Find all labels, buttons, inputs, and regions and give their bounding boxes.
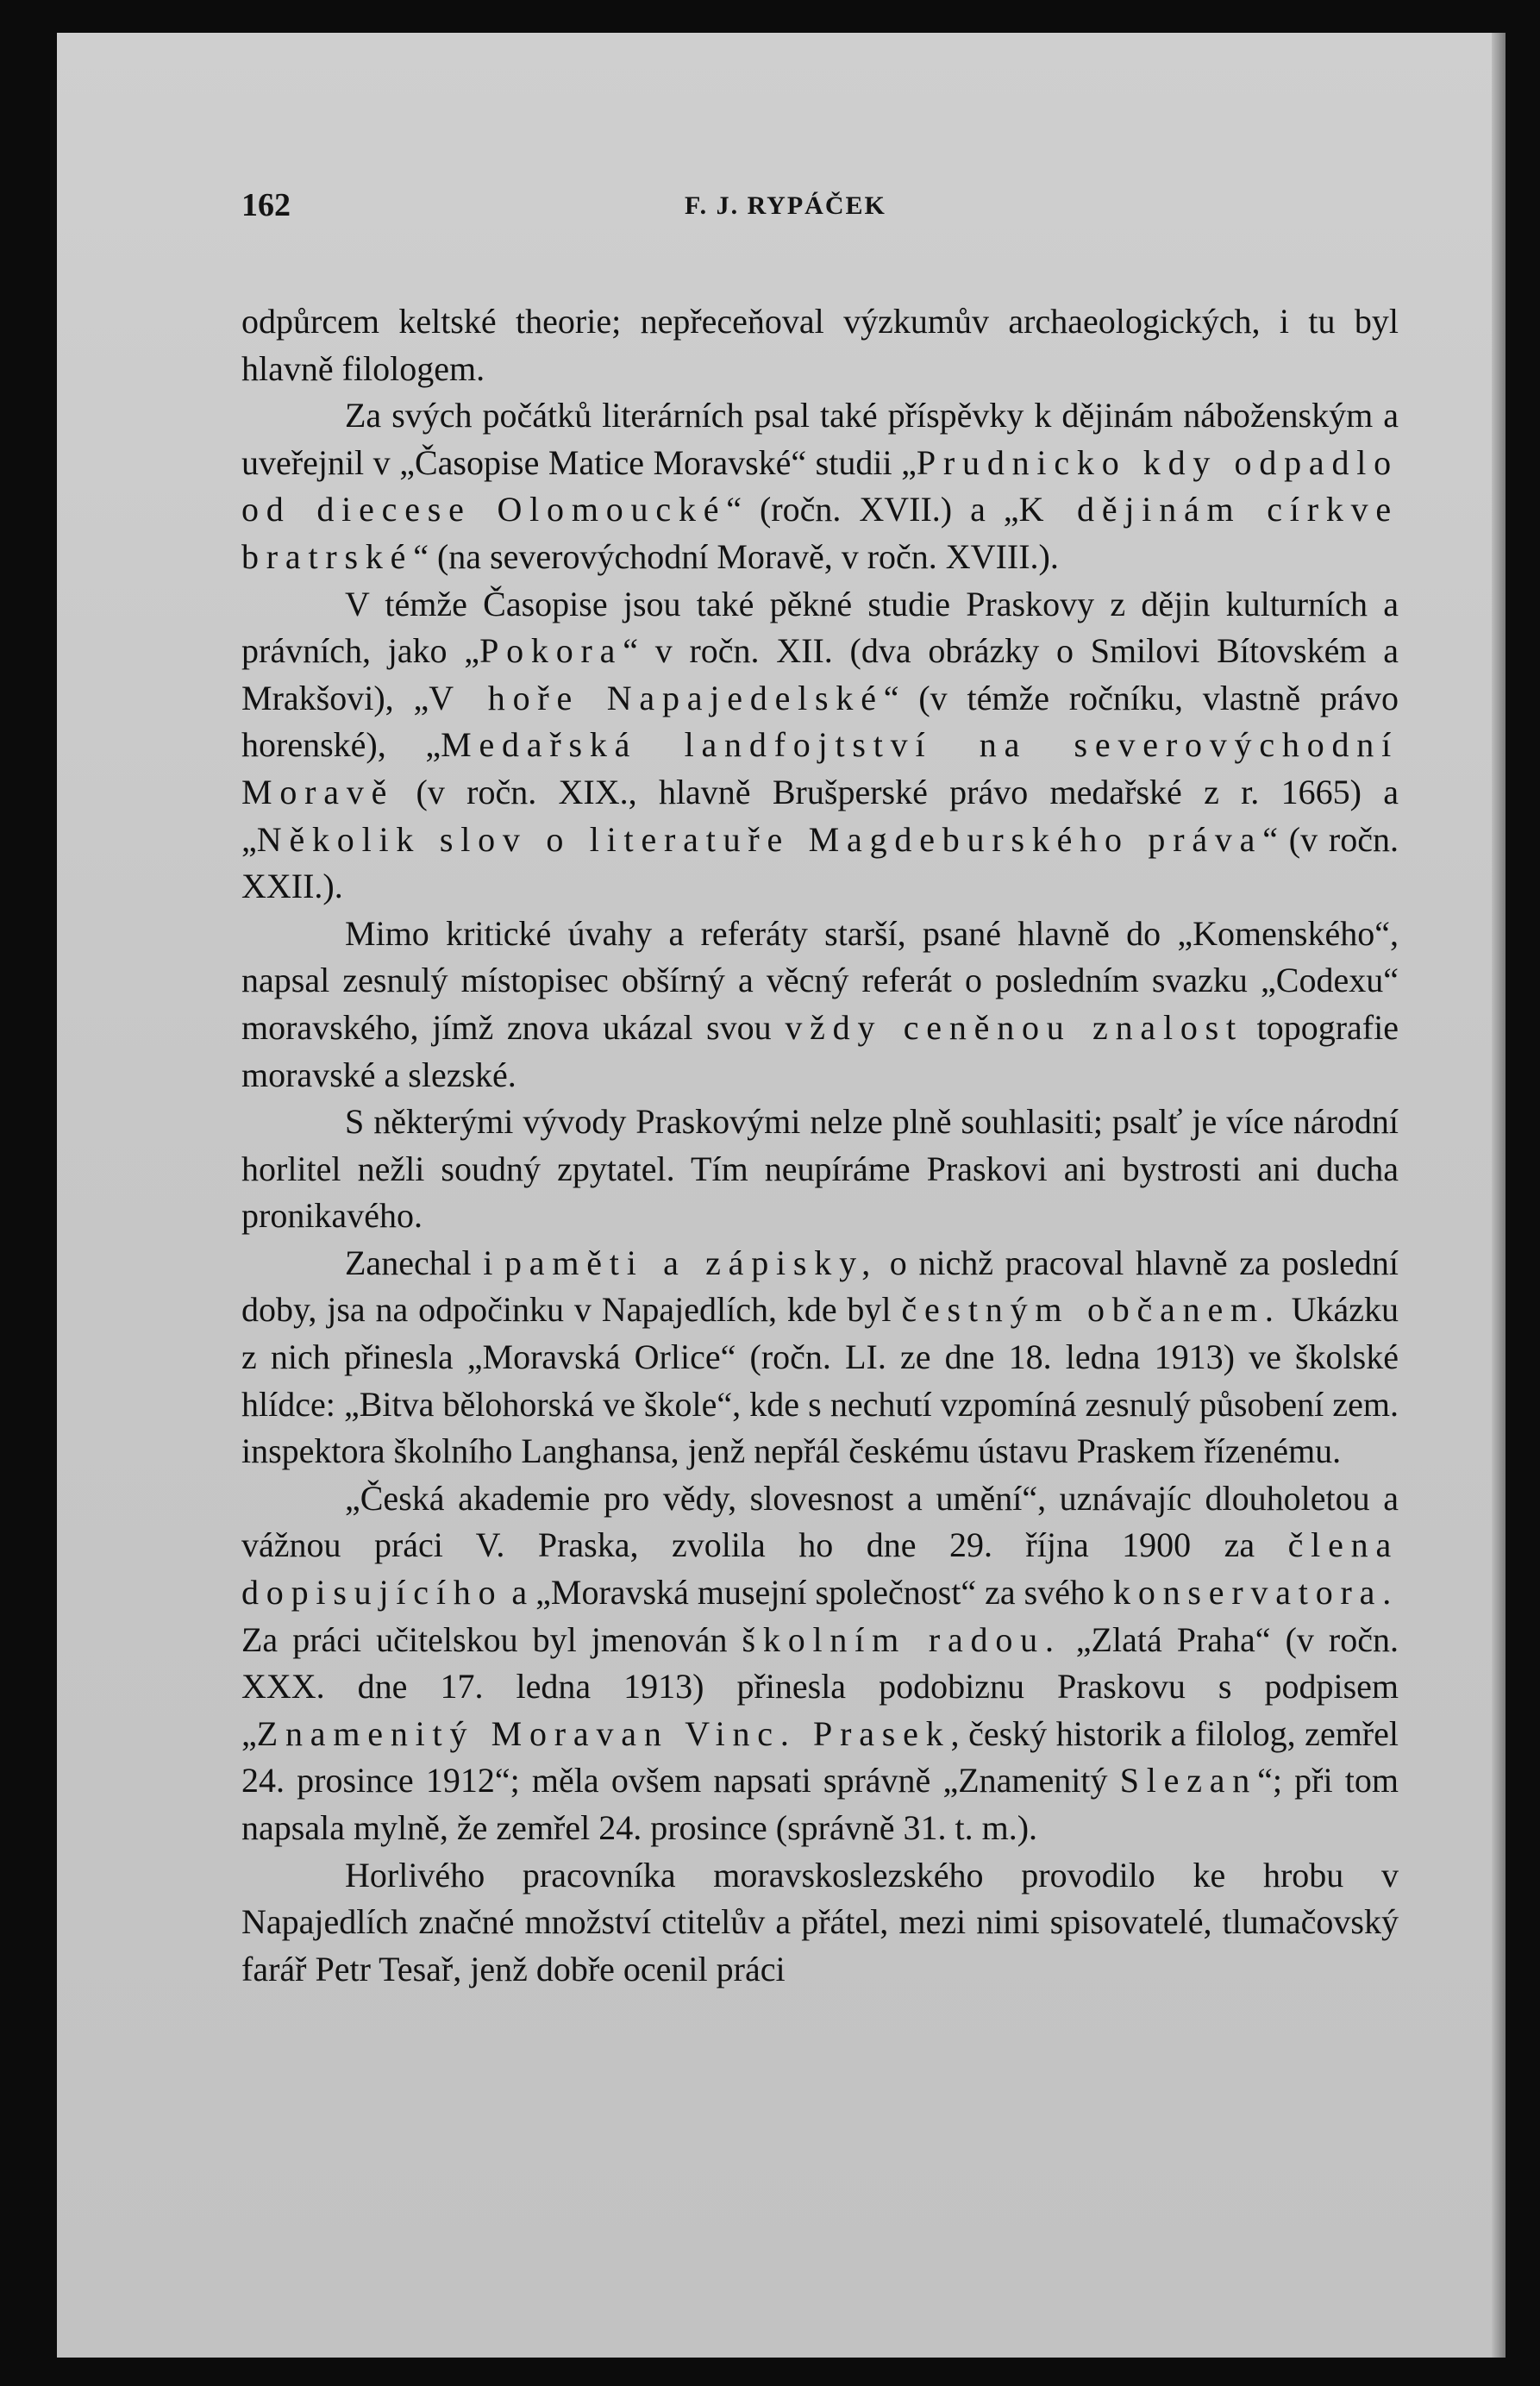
spaced-emphasis-text: V hoře Napajedelské: [429, 678, 884, 717]
text-run: S některými vývody Praskovými nelze plně souhlasiti; psalť je více národní horlitel nežli soudný zpytatel. Tím neupíráme Praskovi ani bystrosti ani ducha pronikavého.: [241, 1102, 1399, 1236]
text-run: a „Moravská musejní společnost“ za svého: [503, 1573, 1114, 1613]
paragraph: [241, 581, 1399, 911]
page-edge-shadow: [1492, 33, 1506, 2358]
spaced-emphasis-text: paměti a zápisky,: [504, 1243, 879, 1282]
page-number: 162: [241, 187, 291, 223]
scanned-page: [57, 33, 1506, 2358]
text-run: (v ročn. XIX., hlavně Brušperské právo medařské z r. 1665) a „: [241, 772, 1399, 859]
text-run: “ (v ročn. XXII.).: [241, 819, 1399, 906]
text-run: Ukázku z nich přinesla „Moravská Orlice“ (ročn. LI. ze dne 18. ledna 1913) ve školské hlídce: „Bitva bělohorská ve škole“, kde s nechutí vzpomíná zesnulý působení zem. inspektora školního Langhansa, jenž nepřál českému ústavu Praskem řízenému.: [241, 1290, 1399, 1471]
spaced-emphasis-text: Pokora: [479, 631, 623, 671]
spaced-emphasis-text: Medařská landfojtství na severovýchodní Moravě: [241, 725, 1399, 811]
text-run: „Zlatá Praha“ (v ročn. XXX. dne 17. ledna 1913) přinesla podobiznu Praskovu s podpisem „: [241, 1619, 1399, 1753]
text-run: Zanechal i: [345, 1243, 504, 1282]
spaced-emphasis-text: Prudnicko kdy odpadlo od diecese Olomoucké: [241, 442, 1399, 529]
text-run: “ (ročn. XVII.) a „: [726, 490, 1019, 529]
text-run: o nichž pracoval hlavně za poslední doby, jsa na odpočinku v Napajedlích, kde byl: [241, 1243, 1399, 1330]
text-run: odpůrcem keltské theorie; nepřeceňoval výzkumův archaeologických, i tu byl hlavně filologem.: [241, 302, 1399, 388]
page-header: [241, 186, 1362, 238]
running-head: F. J. RYPÁČEK: [685, 191, 886, 220]
text-run: Za práci učitelskou byl jmenován: [241, 1619, 742, 1659]
text-run: “ v ročn. XII. (dva obrázky o Smilovi Bítovském a Mrakšovi), „: [241, 631, 1399, 717]
spaced-emphasis-text: vždy ceněnou znalost: [785, 1007, 1243, 1047]
spaced-emphasis-text: školním radou.: [742, 1619, 1061, 1659]
text-run: Horlivého pracovníka moravskoslezského provodilo ke hrobu v Napajedlích značné množství ctitelův a přátel, mezi nimi spisovatelé, tlumačovský farář Petr Tesař, jenž dobře ocenil práci: [241, 1855, 1399, 1988]
text-run: „Česká akademie pro vědy, slovesnost a umění“, uznávajíc dlouholetou a vážnou práci V. Praska, zvolila ho dne 29. října 1900 za: [241, 1478, 1399, 1565]
paragraph: [241, 1099, 1399, 1240]
paragraph: [241, 1852, 1399, 1994]
text-run: “; při tom napsala mylně, že zemřel 24. prosince (správně 31. t. m.).: [241, 1761, 1399, 1847]
spaced-emphasis-text: K dějinám církve bratrské: [241, 490, 1399, 576]
text-run: “ (v témže ročníku, vlastně právo horenské), „: [241, 678, 1399, 765]
paragraph: [241, 911, 1399, 1099]
spaced-emphasis-text: čestným občanem.: [901, 1290, 1281, 1330]
spaced-emphasis-text: Několik slov o literatuře Magdeburského práva: [256, 819, 1263, 859]
text-run: “ (na severovýchodní Moravě, v ročn. XVIII.).: [413, 536, 1059, 576]
paragraph: [241, 392, 1399, 580]
spaced-emphasis-text: Slezan: [1119, 1761, 1258, 1800]
text-run: , český historik a filolog, zemřel 24. prosince 1912“; měla ovšem napsati správně „Znamenitý: [241, 1713, 1399, 1800]
text-run: topografie moravské a slezské.: [241, 1007, 1399, 1094]
paragraph: [241, 1475, 1399, 1852]
text-run: Za svých počátků literárních psal také příspěvky k dějinám náboženským a uveřejnil v „Časopise Matice Moravské“ studii „: [241, 396, 1399, 482]
paragraph: [241, 298, 1399, 392]
spaced-emphasis-text: Znamenitý Moravan Vinc. Prasek: [256, 1713, 951, 1753]
text-run: V témže Časopise jsou také pěkné studie Praskovy z dějin kulturních a právních, jako „: [241, 584, 1399, 671]
body-text: [241, 298, 1399, 1993]
paragraph: [241, 1240, 1399, 1475]
spaced-emphasis-text: konservatora.: [1113, 1573, 1399, 1613]
text-run: Mimo kritické úvahy a referáty starší, psané hlavně do „Komenského“, napsal zesnulý místopisec obšírný a věcný referát o posledním svazku „Codexu“ moravského, jímž znova ukázal svou: [241, 913, 1399, 1047]
spaced-emphasis-text: člena dopisujícího: [241, 1525, 1399, 1613]
